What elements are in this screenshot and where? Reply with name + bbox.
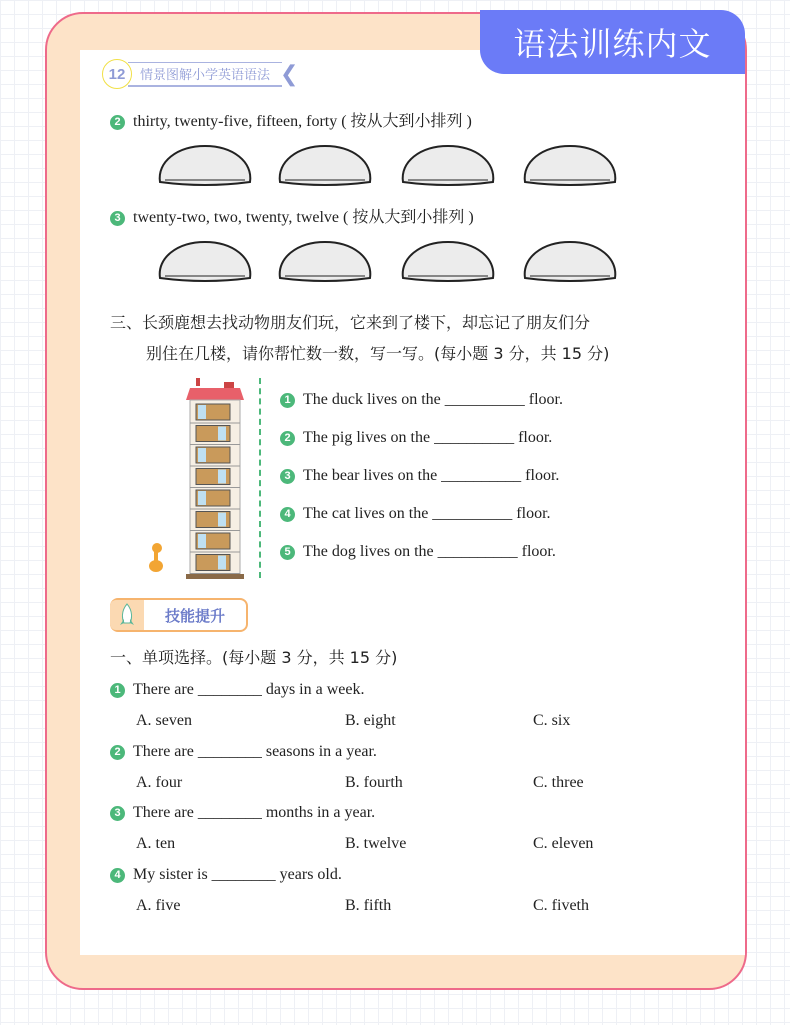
- option-b[interactable]: B. twelve: [345, 835, 407, 852]
- answer-box[interactable]: [400, 142, 494, 188]
- mcq-question: [110, 743, 377, 761]
- option-c[interactable]: C. three: [533, 773, 584, 791]
- answer-box[interactable]: [277, 142, 371, 188]
- option-a[interactable]: A. ten: [136, 835, 176, 852]
- question-text: The cat lives on the __________ floor.: [303, 505, 551, 522]
- mcq-question: [110, 804, 375, 822]
- answer-box[interactable]: [157, 142, 251, 188]
- divider-line: [259, 378, 261, 578]
- question-text: There are ________ days in a week.: [133, 681, 365, 698]
- option-a[interactable]: A. seven: [136, 712, 192, 729]
- floor-question: [280, 543, 556, 561]
- option-c[interactable]: C. eleven: [533, 835, 594, 852]
- answer-box[interactable]: [277, 238, 371, 284]
- answer-box[interactable]: [400, 238, 494, 284]
- number-badge: 4: [280, 507, 295, 522]
- skill-label: 技能提升: [164, 606, 225, 625]
- question-text: The bear lives on the __________ floor.: [303, 467, 560, 484]
- question-text: My sister is ________ years old.: [133, 865, 342, 883]
- answer-box[interactable]: [157, 238, 251, 284]
- answer-box[interactable]: [522, 142, 616, 188]
- number-badge: 3: [110, 211, 125, 226]
- floor-question: [280, 391, 563, 409]
- number-badge: 1: [110, 683, 125, 698]
- page-number: 12: [102, 59, 132, 89]
- number-badge: 5: [280, 545, 295, 560]
- mcq-question: [110, 681, 364, 699]
- floor-question: [280, 467, 559, 485]
- number-badge: 2: [110, 745, 125, 760]
- question-text: There are ________ seasons in a year.: [133, 742, 377, 760]
- skill-improvement-banner: [110, 598, 248, 632]
- question-text: The pig lives on the __________ floor.: [303, 429, 553, 446]
- number-badge: 2: [110, 115, 125, 130]
- rocket-icon: [110, 600, 144, 630]
- answer-box[interactable]: [522, 238, 616, 284]
- question-text: There are ________ months in a year.: [133, 804, 376, 821]
- section3-instruction-1: 三、长颈鹿想去找动物朋友们玩，它来到了楼下，却忘记了朋友们分: [110, 313, 591, 332]
- option-a[interactable]: A. four: [136, 773, 183, 791]
- building-illustration: [140, 376, 250, 582]
- section3-instruction-2: 别住在几楼，请你帮忙数一数，写一写。(每小题 3 分，共 15 分): [146, 344, 610, 363]
- option-c[interactable]: C. six: [533, 712, 571, 729]
- question-text: thirty, twenty-five, fifteen, forty ( 按从大到小排列 ): [133, 113, 472, 130]
- ordering-question-3: [110, 204, 474, 227]
- number-badge: 2: [280, 431, 295, 446]
- number-badge: 1: [280, 393, 295, 408]
- question-text: The dog lives on the __________ floor.: [303, 543, 556, 560]
- number-badge: 4: [110, 868, 125, 883]
- book-title: 情景图解小学英语语法: [128, 62, 282, 87]
- option-b[interactable]: B. eight: [345, 712, 396, 729]
- mcq-question: [110, 866, 342, 884]
- floor-question: [280, 505, 551, 523]
- option-c[interactable]: C. fiveth: [533, 896, 589, 914]
- option-b[interactable]: B. fifth: [345, 896, 392, 914]
- title-tab: 语法训练内文: [480, 10, 745, 74]
- ordering-question-2: [110, 108, 472, 131]
- giraffe-icon: [149, 543, 163, 572]
- number-badge: 3: [110, 806, 125, 821]
- page-header: [102, 60, 298, 88]
- chevron-left-icon: ❮: [280, 61, 299, 87]
- question-text: The duck lives on the __________ floor.: [303, 391, 563, 408]
- number-badge: 3: [280, 469, 295, 484]
- option-a[interactable]: A. five: [136, 896, 181, 914]
- question-text: twenty-two, two, twenty, twelve ( 按从大到小排列 ): [133, 209, 474, 226]
- floor-question: [280, 429, 552, 447]
- section1-title: 一、单项选择。(每小题 3 分，共 15 分): [110, 648, 398, 667]
- option-b[interactable]: B. fourth: [345, 773, 403, 791]
